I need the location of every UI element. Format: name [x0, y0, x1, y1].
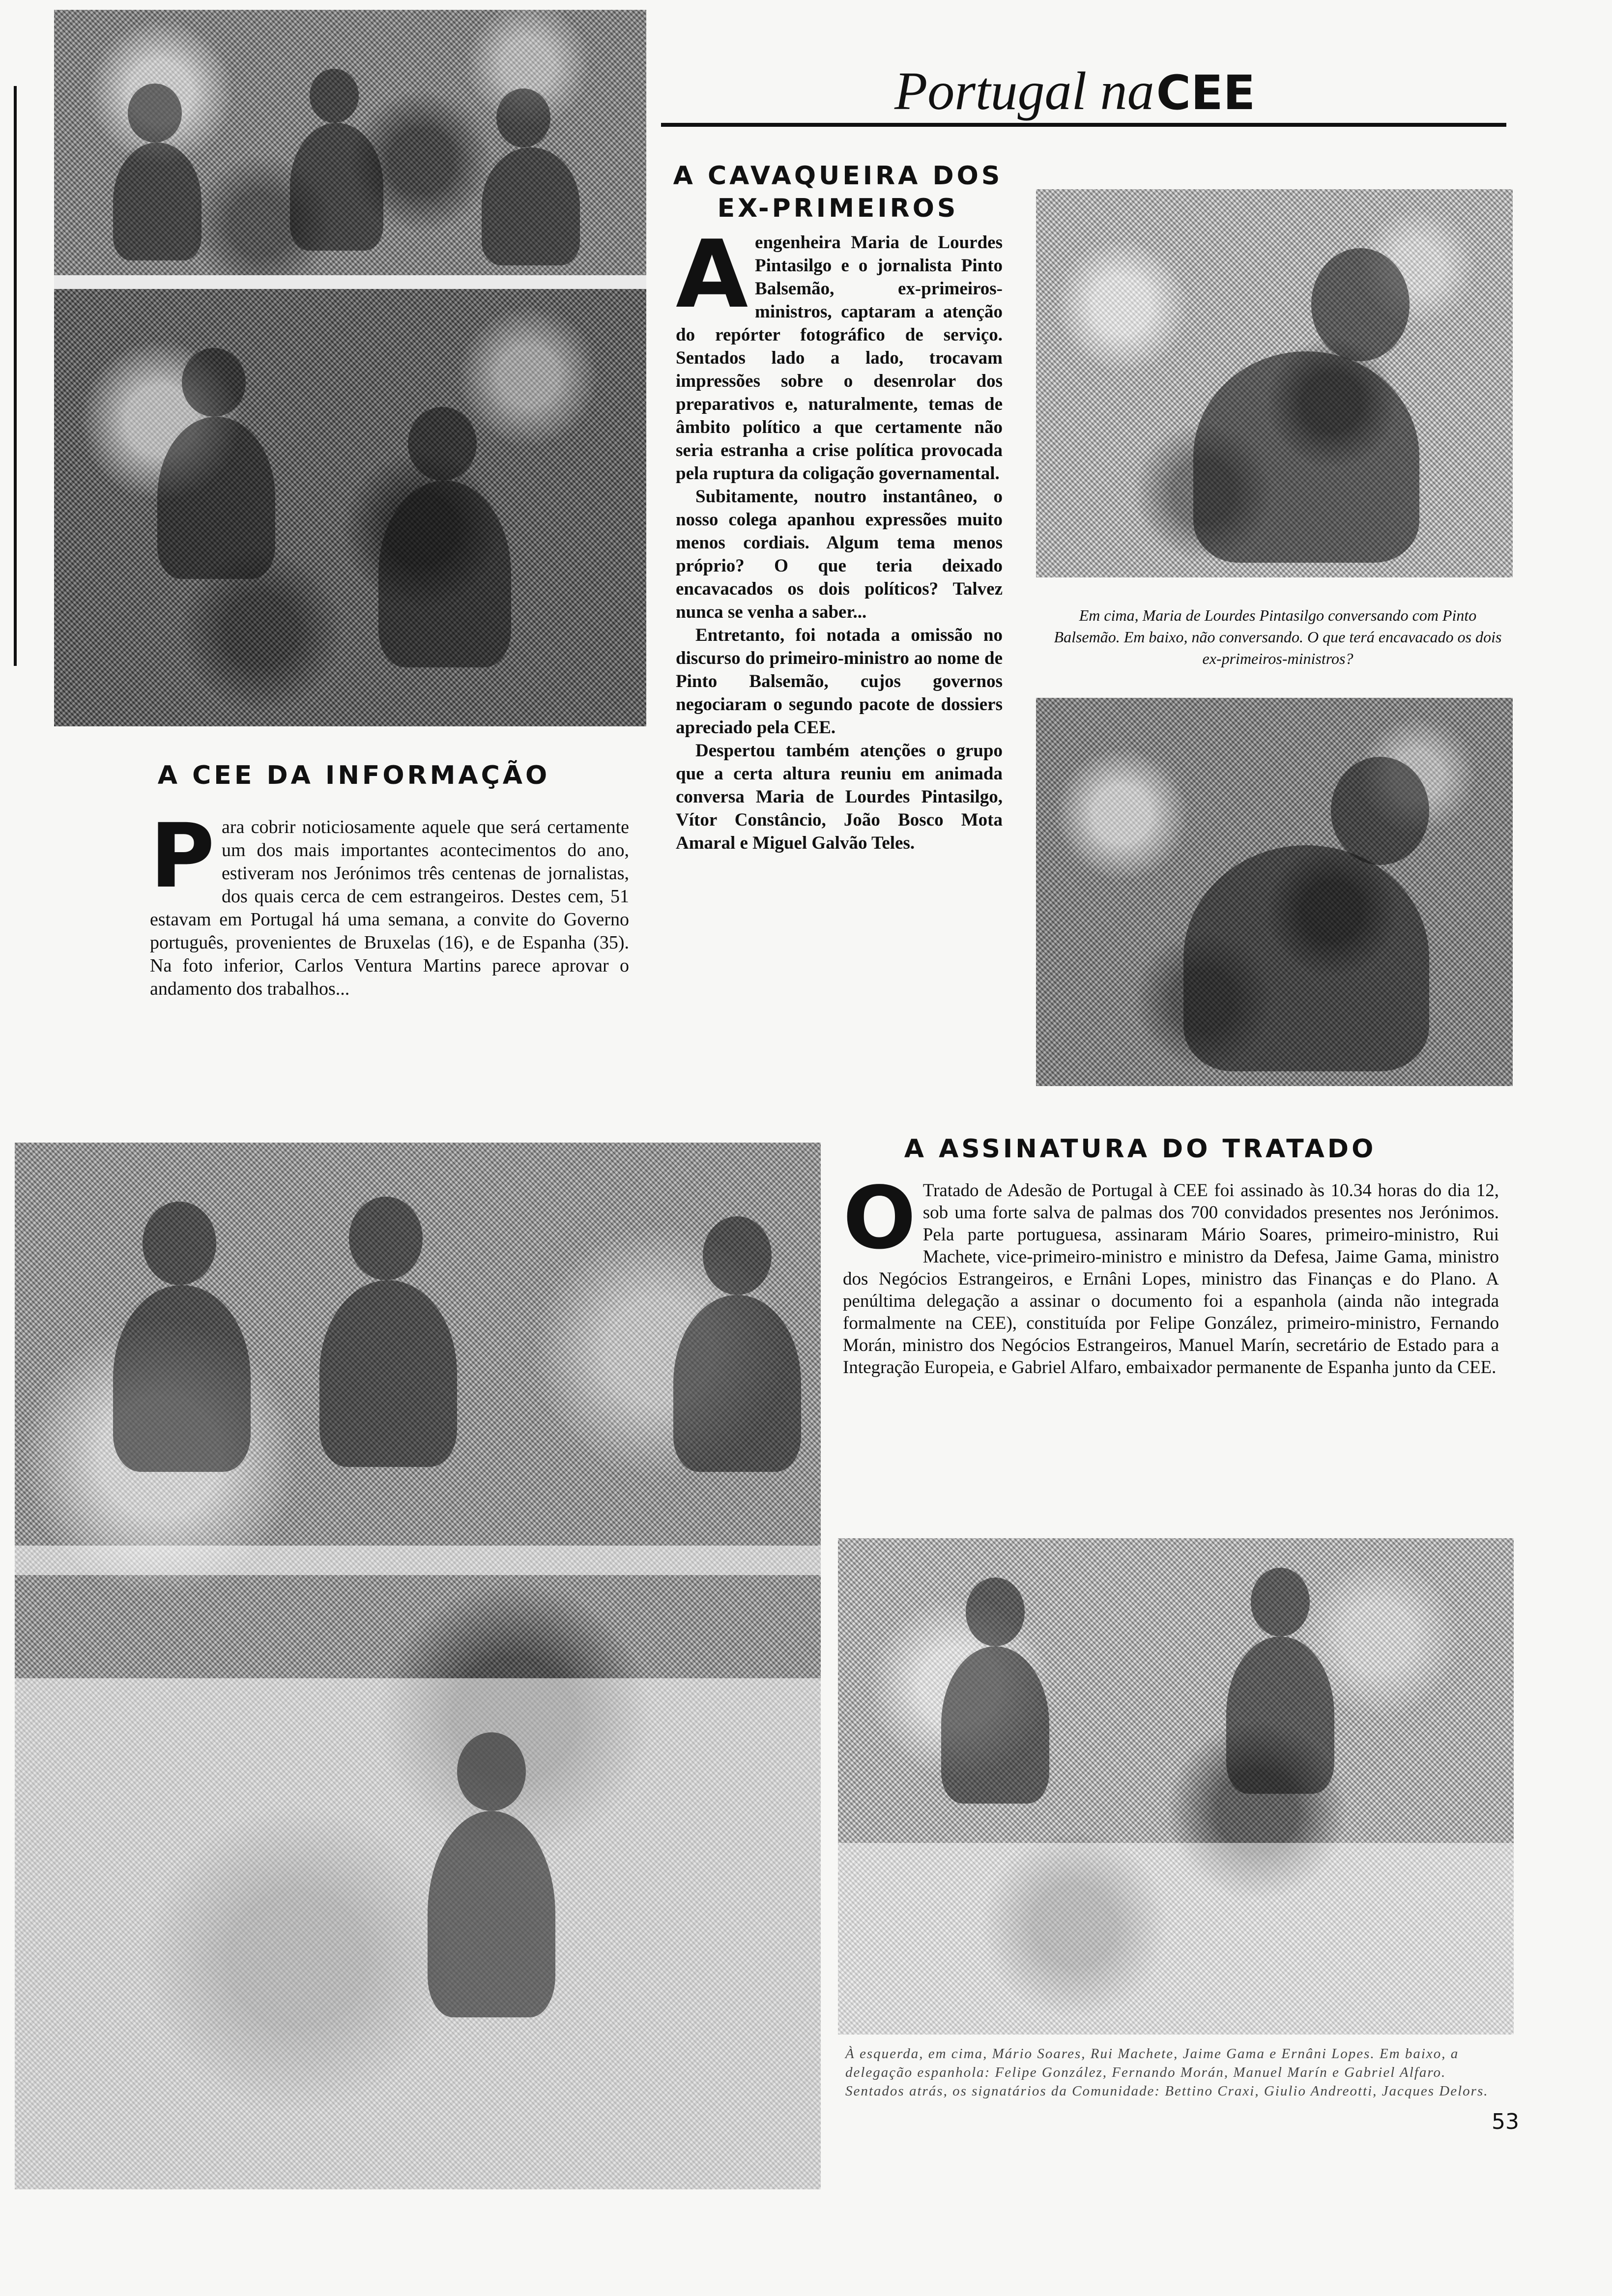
section-title: Portugal na [894, 61, 1154, 121]
assinatura-paragraph: Tratado de Adesão de Portugal à CEE foi assinado às 10.34 horas do dia 12, sob uma forte salva de palmas dos 700 convidados presentes nos Jerónimos. Pela parte portuguesa, assinaram Mário Soares, primeiro-ministro, Rui Machete, vice-primeiro-ministro e ministro da Defesa, Jaime Gama, ministro dos Negócios Estrangeiros, e Ernâni Lopes, ministro das Finanças e do Plano. A penúltima delegação a assinar o documento foi a espanhola (ainda não integrada formalmente na CEE), constituída por Felipe González, primeiro-ministro, Fernando Morán, ministro dos Negócios Estrangeiros, Manuel Marín, secretário de Estado para a Integração Europeia, e Gabriel Alfaro, embaixador permanente de Espanha junto da CEE. [843, 1180, 1499, 1378]
photo-caption-bottom: À esquerda, em cima, Mário Soares, Rui Machete, Jaime Gama e Ernâni Lopes. Em baixo, a delegação espanhola: Felipe González, Fernando Morán, Manuel Marín e Gabriel Alfaro. Sentados atrás, os signatários da Comunidade: Bettino Craxi, Giulio Andreotti, Jacques Delors. [845, 2046, 1489, 2099]
photo-signing-spanish [838, 1538, 1514, 2035]
cavaqueira-paragraph-2: Subitamente, noutro instantâneo, o nosso colega apanhou expressões muito menos cordiais. Algum tema menos próprio? O que teria deixado encavacados os dois políticos? Talvez nunca se venha a saber... [676, 487, 1003, 622]
figure [1183, 845, 1429, 1071]
figure [349, 1197, 423, 1280]
figure [428, 1811, 555, 2017]
figure [1226, 1636, 1334, 1794]
figure [290, 123, 383, 251]
cavaqueira-paragraph-1: engenheira Maria de Lourdes Pintasilgo e o jornalista Pinto Balsemão, ex-primeiros-ministros, captaram a atenção do repórter fotográfico de serviço. Sentados lado a lado, trocavam impressões sobre o desenrolar dos preparativos e, naturalmente, temas de âmbito político a que certamente não seria estranha a crise política provocada pela ruptura da coligação governamental. [676, 232, 1003, 484]
cavaqueira-heading-line1: A CAVAQUEIRA DOS [673, 161, 1003, 191]
section-title-bold: CEE [1156, 65, 1256, 120]
page-number: 53 [1492, 2109, 1519, 2134]
figure [703, 1216, 772, 1295]
cavaqueira-heading-line2: EX-PRIMEIROS [717, 194, 959, 223]
figure [128, 84, 182, 143]
informacao-dropcap: P [150, 805, 215, 908]
photo-pintasilgo-balsemao-bottom [1036, 698, 1513, 1086]
figure [408, 407, 477, 481]
figure [482, 147, 580, 265]
figure [457, 1732, 526, 1811]
figure [1193, 351, 1419, 563]
figure [1331, 757, 1429, 865]
cavaqueira-paragraph-3: Entretanto, foi notada a omissão no discurso do primeiro-ministro ao nome de Pinto Balsemão, cujos governos negociaram o segundo pacote de dossiers apreciado pela CEE. [676, 625, 1003, 738]
figure [113, 143, 202, 260]
figure [378, 481, 511, 667]
section-header [894, 59, 1484, 123]
assinatura-dropcap: O [843, 1169, 916, 1268]
cavaqueira-dropcap: A [676, 220, 748, 329]
figure [157, 417, 275, 579]
photo-journalists-top [54, 10, 646, 285]
figure [673, 1295, 801, 1472]
lower-photo-washout [15, 1678, 821, 2189]
figure [113, 1285, 251, 1472]
figure [182, 348, 246, 417]
photo-divider [54, 275, 646, 289]
signing-table [15, 1546, 821, 1575]
signing-table-spanish [838, 1843, 1514, 2035]
figure [1311, 248, 1410, 361]
figure [310, 69, 359, 123]
informacao-paragraph: ara cobrir noticiosamente aquele que será certamente um dos mais importantes acontecimentos do ano, estiveram nos Jerónimos três centenas de jornalistas, dos quais cerca de cem estrangeiros. Destes cem, 51 estavam em Portugal há uma semana, a convite do Governo português, provenientes de Bruxelas (16), e de Espanha (35). Na foto inferior, Carlos Ventura Martins parece aprovar o andamento dos trabalhos... [150, 817, 629, 999]
header-rule [661, 123, 1506, 127]
cavaqueira-heading [661, 160, 1015, 225]
figure [319, 1280, 457, 1467]
cavaqueira-paragraph-4: Despertou também atenções o grupo que a certa altura reuniu em animada conversa Maria de Lourdes Pintasilgo, Vítor Constâncio, João Bosco Mota Amaral e Miguel Galvão Teles. [676, 741, 1003, 853]
informacao-column [150, 805, 629, 1001]
margin-rule [14, 86, 17, 666]
informacao-heading: A CEE DA INFORMAÇÃO [157, 761, 550, 790]
figure [966, 1578, 1025, 1646]
figure [1251, 1568, 1310, 1636]
figure [143, 1202, 216, 1285]
photo-journalists-bottom [54, 289, 646, 726]
figure [496, 88, 550, 147]
photo-caption-right: Em cima, Maria de Lourdes Pintasilgo conversando com Pinto Balsemão. Em baixo, não conversando. O que terá encavacado os dois ex-primeiros-ministros? [1054, 606, 1502, 667]
photo-pintasilgo-balsemao-top [1036, 189, 1513, 577]
assinatura-heading: A ASSINATURA DO TRATADO [904, 1134, 1377, 1164]
figure [941, 1646, 1049, 1804]
assinatura-column [843, 1169, 1499, 1378]
cavaqueira-column [676, 220, 1003, 855]
photo-signing-portuguese [15, 1143, 821, 2189]
